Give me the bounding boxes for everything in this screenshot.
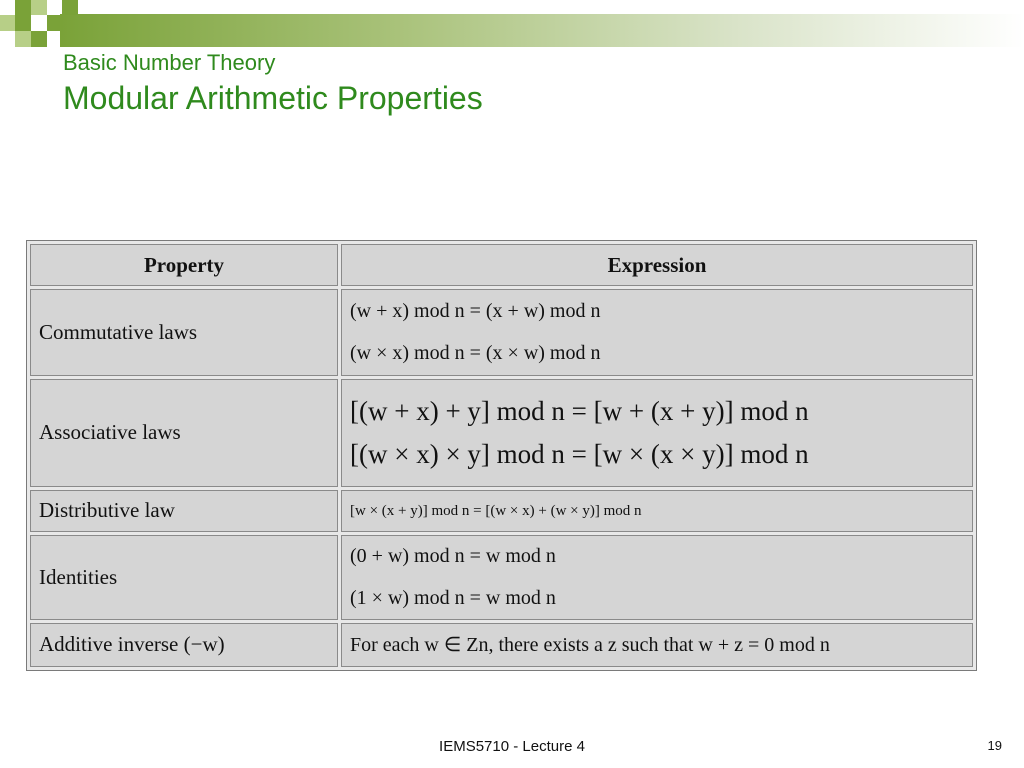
logo-square-dark	[47, 15, 62, 31]
expression-cell	[341, 289, 973, 376]
expression-line: [(w × x) × y] mod n = [w × (x × y)] mod n	[350, 438, 809, 469]
header-expression: Expression	[341, 244, 973, 286]
table-row	[30, 535, 973, 620]
logo-square-dark	[31, 31, 47, 47]
slide-footer: IEMS5710 - Lecture 4	[439, 738, 585, 755]
property-cell: Identities	[30, 535, 338, 620]
expression-cell	[341, 379, 973, 487]
expression-line: (0 + w) mod n = w mod n	[350, 545, 556, 568]
logo-square-dark	[15, 0, 31, 15]
logo-square-dark	[15, 15, 31, 31]
header-property: Property	[30, 244, 338, 286]
slide-subtitle: Basic Number Theory	[63, 50, 276, 75]
property-cell: Associative laws	[30, 379, 338, 487]
expression-line: For each w ∈ Zn, there exists a z such that w + z = 0 mod n	[350, 633, 830, 656]
slide-title: Modular Arithmetic Properties	[63, 80, 483, 116]
expression-line: (w × x) mod n = (x × w) mod n	[350, 342, 601, 365]
expression-cell	[341, 490, 973, 532]
properties-table	[26, 240, 977, 671]
table-row	[30, 490, 973, 532]
expression-line: [(w + x) + y] mod n = [w + (x + y)] mod n	[350, 395, 809, 426]
expression-line: (1 × w) mod n = w mod n	[350, 587, 556, 610]
page-number: 19	[987, 738, 1002, 753]
logo-square-light	[31, 0, 47, 15]
expression-cell	[341, 535, 973, 620]
table-row	[30, 289, 973, 376]
expression-line: (w + x) mod n = (x + w) mod n	[350, 300, 601, 323]
table-row	[30, 379, 973, 487]
property-cell: Additive inverse (−w)	[30, 623, 338, 667]
table-header-row	[30, 244, 973, 286]
property-cell: Distributive law	[30, 490, 338, 532]
expression-cell	[341, 623, 973, 667]
header-gradient-bar	[60, 14, 1024, 47]
table-row	[30, 623, 973, 667]
logo-square-dark	[62, 0, 78, 15]
logo-square-light	[0, 15, 15, 31]
property-cell: Commutative laws	[30, 289, 338, 376]
expression-line: [w × (x + y)] mod n = [(w × x) + (w × y)] mod n	[350, 502, 642, 519]
logo-square-light	[15, 31, 31, 47]
